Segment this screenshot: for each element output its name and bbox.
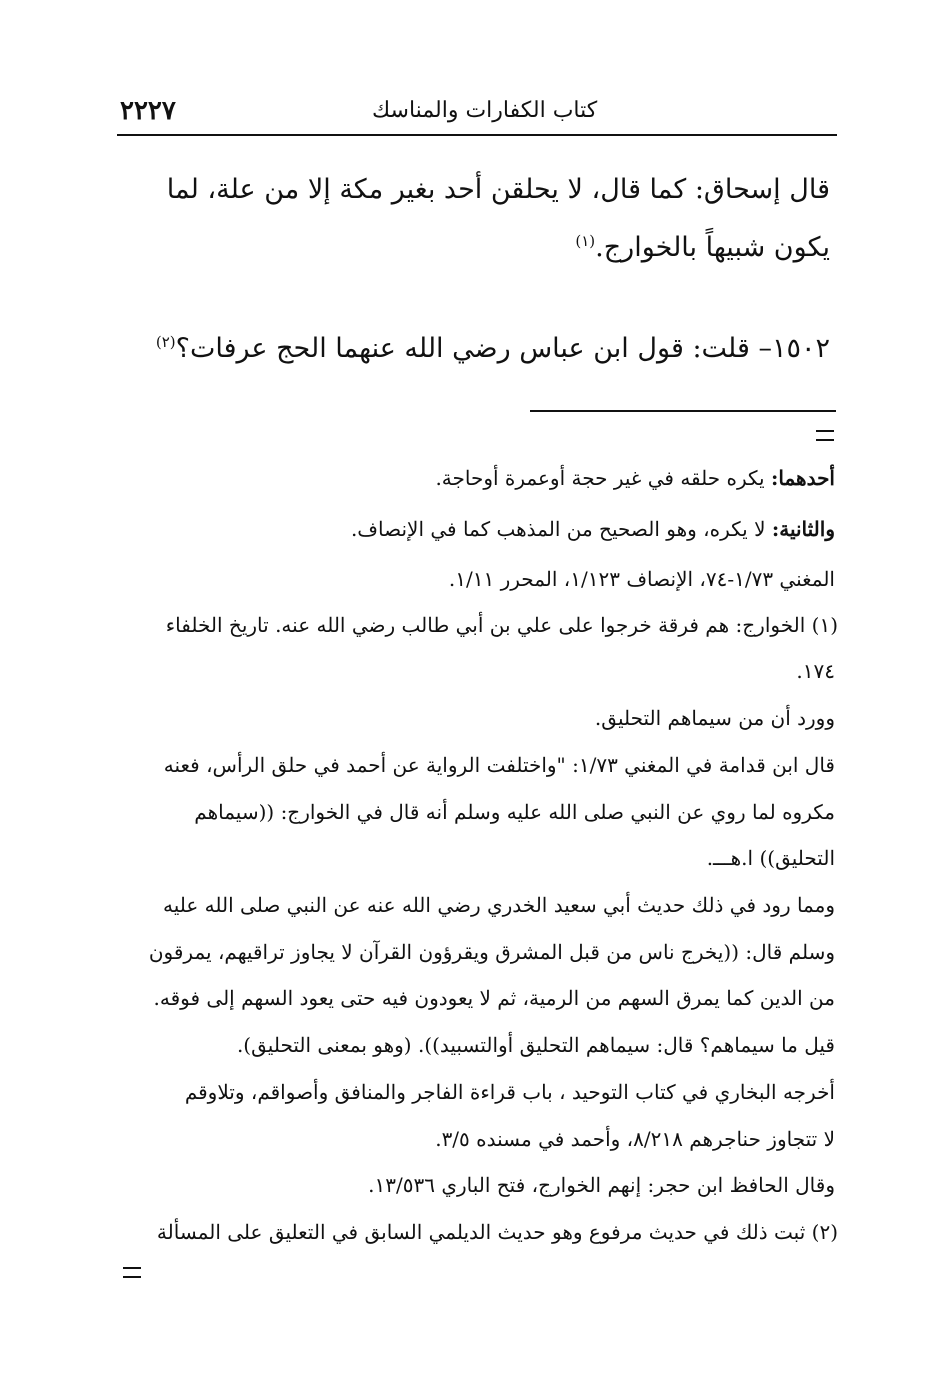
footnote-line: ومما رود في ذلك حديث أبي سعيد الخدري رضي الله عنه عن النبي صلى الله عليه [163, 893, 835, 917]
main-line-2-text: يكون شبيهاً بالخوارج. [595, 232, 830, 263]
footnote-text: يكره حلقه في غير حجة أوعمرة أوحاجة. [435, 466, 771, 490]
footnote-label-second: والثانية: [771, 517, 835, 541]
main-text-line-2 [575, 232, 830, 263]
running-header-title: كتاب الكفارات والمناسك [372, 98, 598, 123]
footnote-line: قيل ما سيماهم؟ قال: سيماهم التحليق أوالتسبيد)). (وهو بمعنى التحليق). [236, 1033, 835, 1057]
footnote-line [351, 517, 835, 541]
footnote-label-first: أحدهما: [770, 466, 835, 490]
footnote-line: وقال الحافظ ابن حجر: إنهم الخوارج، فتح الباري ١٣/٥٣٦. [368, 1173, 835, 1197]
header-rule [117, 134, 837, 136]
footnote-1-start: (١) الخوارج: هم فرقة خرجوا على علي بن أبي طالب رضي الله عنه. تاريخ الخلفاء [165, 613, 838, 637]
footnote-2-start: (٢) ثبت ذلك في حديث مرفوع وهو حديث الديلمي السابق في التعليق على المسألة [156, 1220, 838, 1244]
footnote-text: لا يكره، وهو الصحيح من المذهب كما في الإنصاف. [350, 517, 772, 541]
page-number: ٢٢٢٧ [120, 96, 176, 126]
footnote-line: مكروه لما روي عن النبي صلى الله عليه وسلم أنه قال في الخوارج: ((سيماهم [194, 800, 835, 824]
footnote-line: قال ابن قدامة في المغني ١/٧٣: "واختلفت الرواية عن أحمد في حلق الرأس، فعنه [163, 753, 835, 777]
footnote-line: لا تتجاوز حناجرهم ٨/٢١٨، وأحمد في مسنده ٣/٥. [435, 1127, 835, 1151]
question-number: ١٥٠٢– قلت: [692, 333, 830, 364]
main-line-1-text: قال إسحاق: كما قال، لا يحلقن أحد بغير مكة إلا من علة، لما [166, 174, 830, 205]
footnote-line: المغني ١/٧٣-٧٤، الإنصاف ١/١٢٣، المحرر ١/١١. [448, 567, 835, 591]
footnote-line: أخرجه البخاري في كتاب التوحيد ، باب قراءة الفاجر والمنافق وأصواقم، وتلاوقم [184, 1080, 835, 1104]
footnote-line: التحليق)) ا.هـــ. [706, 846, 835, 870]
footnote-line: من الدين كما يمرق السهم من الرمية، ثم لا يعودون فيه حتى يعود السهم إلى فوقه. [153, 986, 835, 1010]
question-heading [156, 333, 830, 364]
question-text: قول ابن عباس رضي الله عنهما الحج عرفات؟ [175, 333, 693, 364]
continuation-mark-top [816, 430, 834, 441]
footnote-ref-2[interactable]: (٢) [155, 333, 176, 351]
main-text-line-1 [167, 174, 830, 205]
footnote-line: ١٧٤. [796, 659, 835, 683]
footnote-separator [530, 410, 836, 412]
footnote-line: وورد أن من سيماهم التحليق. [594, 706, 835, 730]
footnote-line [435, 466, 835, 490]
footnote-line: وسلم قال: ((يخرج ناس من قبل المشرق ويقرؤون القرآن لا يجاوز تراقيهم، يمرقون [148, 940, 835, 964]
footnote-ref-1[interactable]: (١) [575, 232, 596, 250]
continuation-mark-bottom [123, 1267, 141, 1278]
